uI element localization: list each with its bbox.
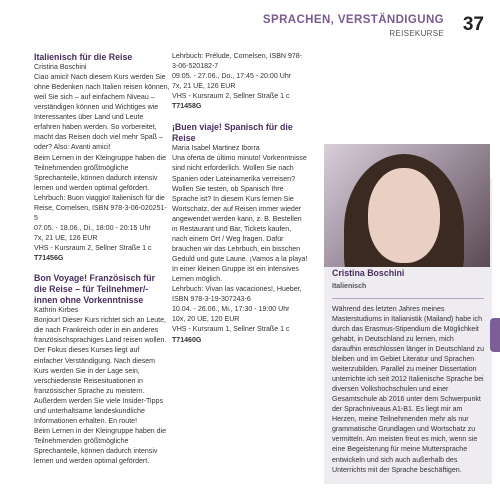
course-book: Lehrbuch: Buon viaggio! Italienisch für die Reise, Cornelsen, ISBN 978-3-06-020251-5 (34, 194, 167, 222)
course-dates: 10.04. - 26.06., Mi., 17:30 - 19:00 Uhr (172, 306, 290, 314)
page-number: 37 (462, 14, 484, 35)
course-teacher: Cristina Boschini (34, 63, 87, 71)
photo-face (368, 168, 440, 263)
course-title: Bon Voyage! Französisch für die Reise – für Teilnehmer/-innen ohne Vorkenntnisse (34, 273, 156, 306)
course-book: Lehrbuch: Prélude, Cornelsen, ISBN 978-3-06-520182-7 (172, 53, 303, 71)
course-place: VHS - Kursraum 2, Sellner Straße 1 c (34, 245, 152, 253)
subsection-title: REISEKURSE (389, 29, 444, 38)
column-left (34, 52, 170, 467)
course-method: Beim Lernen in der Kleingruppe haben die Teilnehmenden größtmögliche Sprechanteile, können dadurch intensiv lernen und werden optimal gefördert. (34, 154, 167, 192)
course-method: Beim Lernen in der Kleingruppe haben die Teilnehmenden größtmögliche Sprechanteile, können dadurch intensiv lernen und werden optimal gefördert. (34, 427, 167, 466)
course-dates: 07.05. - 18.06., Di., 18:00 - 20:15 Uhr (34, 224, 151, 232)
course-title: Italienisch für die Reise (34, 52, 133, 62)
course-description: Una oferta de último minuto! Vorkenntnisse sind nicht erforderlich. Wollen Sie nach Spanien oder Lateinamerika verreisen? Wollen Sie testen, ob Spanisch Ihre Sprache ist? In diesem Kurs lernen Sie Wortschatz, der auf Reisen immer wieder angewendet werden kann, z. B. Bestellen in Restaurant und Bar, Tickets kaufen, nach einem Ort / Weg fragen. Dafür brauchen wir das Lehrbuch, ein bisschen Geduld und gute Laune. ¡Vamos a la playa! In einer kleinen Gruppe ist ein intensives Lernen möglich. (172, 155, 308, 284)
course-description: Bonjour! Dieser Kurs richtet sich an Leute, die nach Frankreich oder in ein anderes französischsprachiges Land reisen wollen. Der Fokus dieses Kurses liegt auf einfacher Verständigung. Nach diesem Kurs werden Sie in der Lage sein, verschiedenste Reisesituationen in französischer Sprache zu meistern. Außerdem werden Sie viele Insider-Tipps und unterhaltsame landeskundliche Informationen erhalten. En route! (34, 317, 167, 425)
course-fee: 7x, 21 UE, 126 EUR (34, 235, 98, 243)
chapter-tab (490, 318, 500, 352)
course-book: Lehrbuch: Vivan las vacaciones!, Hueber, ISBN 978-3-19-307243-6 (172, 286, 302, 304)
course-title: ¡Buen viaje! Spanisch für die Reise (172, 122, 293, 144)
course-teacher: Kathrin Kirbes (34, 307, 79, 315)
course-fee: 10x, 20 UE, 120 EUR (172, 316, 240, 324)
column-middle (172, 52, 308, 346)
teacher-name: Cristina Boschini (332, 268, 405, 278)
course-place: VHS - Kursraum 2, Sellner Straße 1 c (172, 93, 290, 101)
divider (332, 298, 484, 299)
page-header (234, 12, 484, 48)
course-code: T71460G (172, 336, 202, 344)
course-code: T71456G (34, 255, 64, 263)
course-teacher: Maria Isabel Martinez Iborra (172, 145, 260, 153)
course-description: Ciao amici! Nach diesem Kurs werden Sie ohne Bedenken nach Italien reisen können, weil Sie sich – auf einfachem Niveau – verständigen können und Wichtiges wie Interessantes über Land und Leute erfahren haben werden. So vorbereitet, macht das Reisen doch viel mehr Spaß – oder? Also: Avanti amici! (34, 74, 170, 152)
course-fee: 7x, 21 UE, 126 EUR (172, 83, 236, 91)
teacher-language: Italienisch (332, 282, 367, 290)
section-title: SPRACHEN, VERSTÄNDIGUNG (262, 14, 444, 26)
course-place: VHS - Kursraum 1, Sellner Straße 1 c (172, 326, 290, 334)
teacher-bio: Während des letzten Jahres meines Masterstudiums in Italianistik (Mailand) habe ich durch das Erasmus-Stipendium die Möglichkeit gehabt, in Deutschland zu lernen, mich daraufhin entschlossen länger in Deutschland zu bleiben und im Gebiet Literatur und Sprachen weiterzubilden. Parallel zu meiner Dissertation unterrichte ich seit 2012 Italienische Sprache bei diversen Volkshochschulen und einer Gesamtschule ab 2016 unter dem Schwerpunkt der Sprachniveaus A1-B1. Es liegt mir am Herzen, meine Teilnehmenden mehr als nur grammatische Grundlagen und Wortschatz zu vermitteln. Am meisten freut es mich, wenn sie eine Begeisterung für meine Muttersprache entwickeln und sich auch außerhalb des Unterrichts mit der Sprache beschäftigen. (332, 305, 484, 474)
teacher-photo (324, 144, 490, 267)
course-code: T71458G (172, 103, 202, 111)
course-dates: 09.05. - 27.06., Do., 17:45 - 20:00 Uhr (172, 73, 292, 81)
